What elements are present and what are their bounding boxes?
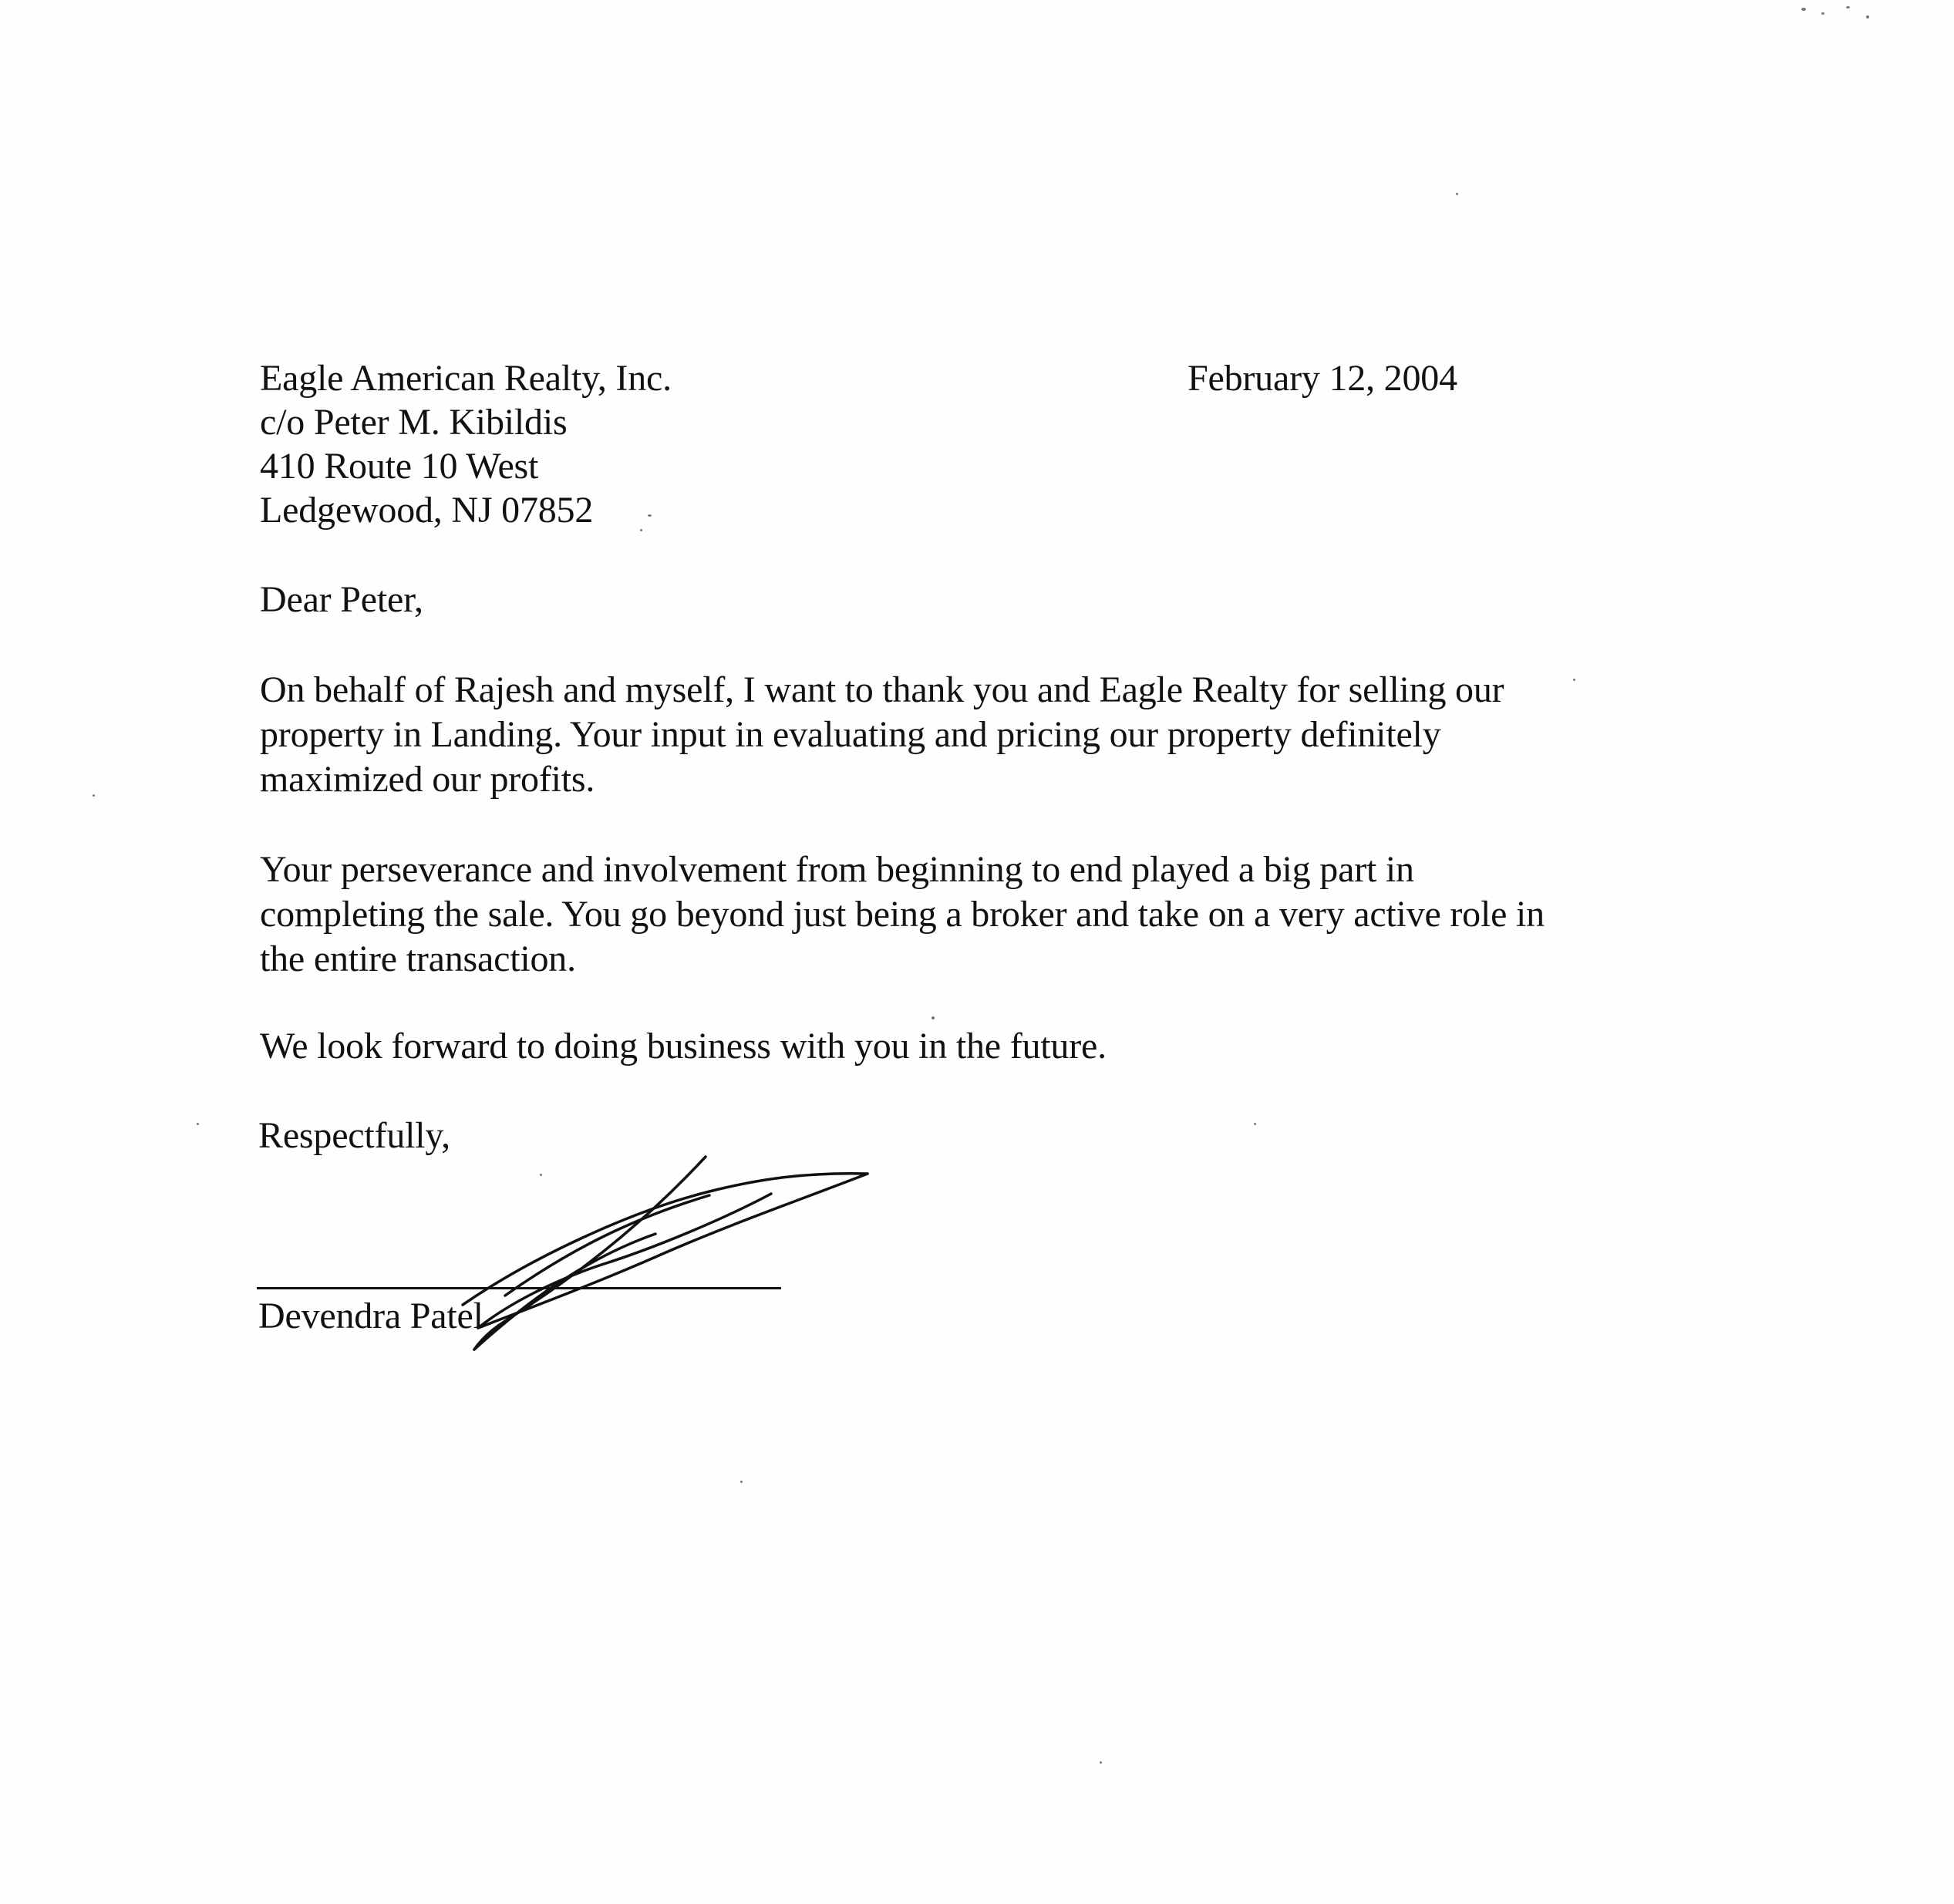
paragraph-1-line-1: On behalf of Rajesh and myself, I want to thank you and Eagle Realty for selling our bbox=[260, 669, 1504, 710]
scan-speck bbox=[540, 1174, 542, 1176]
scan-speck bbox=[1821, 12, 1824, 15]
paragraph-3-line-1: We look forward to doing business with you in the future. bbox=[260, 1026, 1107, 1067]
scan-speck bbox=[932, 1016, 935, 1019]
recipient-street: 410 Route 10 West bbox=[260, 446, 539, 487]
paragraph-2-line-2: completing the sale. You go beyond just being a broker and take on a very active role in bbox=[260, 894, 1545, 935]
signer-name: Devendra Patel bbox=[258, 1296, 483, 1336]
letter-date: February 12, 2004 bbox=[1188, 358, 1457, 399]
scan-speck bbox=[197, 1123, 199, 1125]
scan-speck bbox=[1100, 1761, 1102, 1764]
handwritten-signature bbox=[401, 1126, 894, 1357]
salutation: Dear Peter, bbox=[260, 579, 423, 620]
scan-speck bbox=[640, 529, 642, 531]
scan-speck bbox=[1254, 1123, 1256, 1125]
scan-speck bbox=[740, 1481, 743, 1483]
scan-speck bbox=[1573, 679, 1575, 681]
recipient-city: Ledgewood, NJ 07852 bbox=[260, 490, 594, 531]
recipient-attention: c/o Peter M. Kibildis bbox=[260, 402, 568, 443]
paragraph-2-line-3: the entire transaction. bbox=[260, 939, 576, 979]
paragraph-2-line-1: Your perseverance and involvement from beginning to end played a big part in bbox=[260, 849, 1414, 890]
scan-speck bbox=[648, 514, 652, 517]
scan-speck bbox=[1846, 6, 1850, 8]
scan-speck bbox=[1801, 8, 1806, 11]
closing: Respectfully, bbox=[258, 1115, 450, 1156]
scan-speck bbox=[93, 794, 95, 797]
scan-speck bbox=[1866, 15, 1869, 19]
recipient-company: Eagle American Realty, Inc. bbox=[260, 358, 672, 399]
paragraph-1-line-2: property in Landing. Your input in evaluating and pricing our property definitely bbox=[260, 714, 1441, 755]
scan-speck bbox=[1456, 193, 1458, 195]
paragraph-1-line-3: maximized our profits. bbox=[260, 759, 595, 800]
